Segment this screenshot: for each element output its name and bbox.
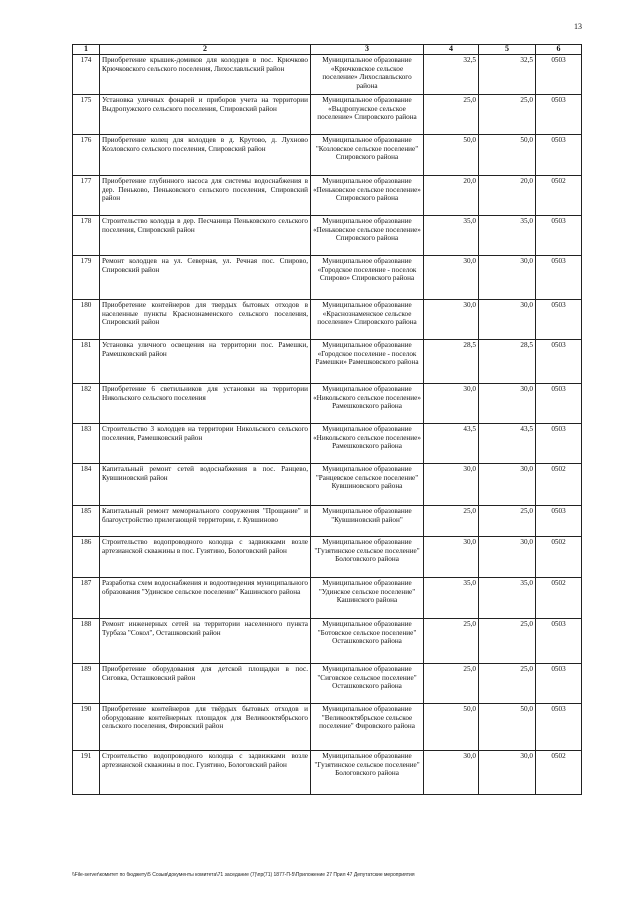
row-amount-col5: 25,0: [479, 95, 536, 135]
row-amount-col5: 25,0: [479, 506, 536, 537]
row-amount-col4: 30,0: [424, 384, 479, 424]
row-number: 174: [73, 55, 100, 95]
table-row: [73, 55, 582, 95]
row-amount-col5: 30,0: [479, 751, 536, 795]
row-description: Приобретение контейнеров для твердых бытовых отходов в населенные пункты Краснознаменского сельского поселения, Спировский район: [100, 300, 311, 340]
table-row: [73, 464, 582, 506]
row-number: 183: [73, 424, 100, 464]
row-amount-col4: 30,0: [424, 537, 479, 578]
row-amount-col4: 25,0: [424, 619, 479, 664]
budget-table: [72, 44, 582, 795]
row-number: 187: [73, 578, 100, 619]
table-row: [73, 216, 582, 256]
row-budget-code: 0503: [536, 619, 582, 664]
row-organization: Муниципальное образование "Козловское сельское поселение" Спировского района: [311, 135, 424, 176]
row-description: Строительство водопроводного колодца с задвижками возле артезианской скважины в пос. Гузятино, Бологовский район: [100, 537, 311, 578]
row-budget-code: 0503: [536, 55, 582, 95]
row-amount-col5: 35,0: [479, 216, 536, 256]
row-budget-code: 0503: [536, 424, 582, 464]
row-organization: Муниципальное образование «Пеньковское сельское поселение» Спировского района: [311, 176, 424, 216]
row-description: Приобретение колец для колодцев в д. Крутово, д. Лухново Козловского сельского поселения, Спировский район: [100, 135, 311, 176]
row-budget-code: 0503: [536, 340, 582, 384]
row-organization: Муниципальное образование «Городское поселение - поселок Рамешки» Рамешковского района: [311, 340, 424, 384]
row-amount-col5: 20,0: [479, 176, 536, 216]
row-budget-code: 0502: [536, 537, 582, 578]
row-amount-col5: 32,5: [479, 55, 536, 95]
table-row: [73, 704, 582, 751]
table-row: [73, 537, 582, 578]
row-organization: Муниципальное образование «Краснознаменское сельское поселение» Спировского района: [311, 300, 424, 340]
row-organization: Муниципальное образование "Гузятинское сельское поселение" Бологовского района: [311, 751, 424, 795]
table-row: [73, 619, 582, 664]
table-row: [73, 384, 582, 424]
row-amount-col4: 25,0: [424, 95, 479, 135]
table-row: [73, 340, 582, 384]
row-budget-code: 0502: [536, 578, 582, 619]
row-number: 177: [73, 176, 100, 216]
row-description: Приобретение глубинного насоса для системы водоснабжения в дер. Пеньково, Пеньковского сельского поселения, Спировский район: [100, 176, 311, 216]
row-organization: Муниципальное образование «Никольского сельское поселение» Рамешковского района: [311, 424, 424, 464]
row-organization: Муниципальное образование «Пеньковское сельское поселение» Спировского района: [311, 216, 424, 256]
row-budget-code: 0503: [536, 256, 582, 300]
row-organization: Муниципальное образование «Выдропужское сельское поселение» Спировского района: [311, 95, 424, 135]
row-organization: Муниципальное образование "Сиговское сельское поселение" Осташковского района: [311, 664, 424, 704]
row-organization: Муниципальное образование "Великооктябрьское сельское поселение" Фировского района: [311, 704, 424, 751]
row-amount-col4: 20,0: [424, 176, 479, 216]
row-description: Установка уличного освещения на территории пос. Рамешки, Рамешковский район: [100, 340, 311, 384]
row-organization: Муниципальное образование "Удинское сельское поселение" Кашинского района: [311, 578, 424, 619]
row-amount-col4: 30,0: [424, 256, 479, 300]
row-number: 179: [73, 256, 100, 300]
table-row: [73, 424, 582, 464]
row-budget-code: 0503: [536, 300, 582, 340]
row-description: Приобретение оборудования для детской площадки в пос. Сиговка, Осташковский район: [100, 664, 311, 704]
row-description: Ремонт колодцев на ул. Северная, ул. Речная пос. Спирово, Спировский район: [100, 256, 311, 300]
row-description: Строительство колодца в дер. Песчаница Пеньковского сельского поселения, Спировский район: [100, 216, 311, 256]
table-row: [73, 300, 582, 340]
row-amount-col4: 43,5: [424, 424, 479, 464]
page-number: 13: [574, 22, 582, 31]
table-header-row: [73, 45, 582, 55]
column-header: 1: [73, 45, 100, 55]
row-amount-col4: 50,0: [424, 135, 479, 176]
row-number: 188: [73, 619, 100, 664]
row-budget-code: 0503: [536, 506, 582, 537]
table-body: [73, 55, 582, 795]
row-description: Приобретение контейнеров для твёрдых бытовых отходов и оборудование контейнерных площадок для Великооктябрьского сельского поселения, Фировский район: [100, 704, 311, 751]
row-amount-col4: 35,0: [424, 216, 479, 256]
row-amount-col4: 30,0: [424, 751, 479, 795]
row-number: 176: [73, 135, 100, 176]
row-number: 184: [73, 464, 100, 506]
row-description: Строительство водопроводного колодца с задвижками возле артезианской скважины в пос. Гузятино, Бологовский район: [100, 751, 311, 795]
row-amount-col5: 50,0: [479, 135, 536, 176]
table-row: [73, 95, 582, 135]
row-amount-col4: 30,0: [424, 300, 479, 340]
row-amount-col4: 25,0: [424, 506, 479, 537]
row-amount-col5: 30,0: [479, 537, 536, 578]
row-description: Установка уличных фонарей и приборов учета на территории Выдропужского сельского поселения, Спировский район: [100, 95, 311, 135]
row-amount-col5: 30,0: [479, 464, 536, 506]
row-budget-code: 0502: [536, 464, 582, 506]
table-row: [73, 664, 582, 704]
row-description: Разработка схем водоснабжения и водоотведения муниципального образования "Удинское сельское поселение" Кашинского района: [100, 578, 311, 619]
row-amount-col5: 30,0: [479, 300, 536, 340]
row-amount-col5: 25,0: [479, 619, 536, 664]
row-number: 180: [73, 300, 100, 340]
row-organization: Муниципальное образование "Гузятинское сельское поселение" Бологовского района: [311, 537, 424, 578]
row-amount-col5: 25,0: [479, 664, 536, 704]
row-description: Капитальный ремонт сетей водоснабжения в пос. Ранцево, Кувшиновский район: [100, 464, 311, 506]
row-number: 186: [73, 537, 100, 578]
row-amount-col4: 25,0: [424, 664, 479, 704]
row-budget-code: 0503: [536, 95, 582, 135]
row-amount-col5: 28,5: [479, 340, 536, 384]
row-description: Приобретение крышек-домиков для колодцев в пос. Крючково Крючковского сельского поселения, Лихославльский район: [100, 55, 311, 95]
row-number: 175: [73, 95, 100, 135]
table-row: [73, 506, 582, 537]
row-budget-code: 0503: [536, 216, 582, 256]
row-amount-col5: 50,0: [479, 704, 536, 751]
column-header: 5: [479, 45, 536, 55]
row-budget-code: 0503: [536, 704, 582, 751]
row-organization: Муниципальное образование "Кувшиновский район": [311, 506, 424, 537]
row-amount-col4: 30,0: [424, 464, 479, 506]
table-row: [73, 176, 582, 216]
row-amount-col5: 43,5: [479, 424, 536, 464]
row-budget-code: 0503: [536, 664, 582, 704]
table-row: [73, 578, 582, 619]
row-amount-col4: 32,5: [424, 55, 479, 95]
row-organization: Муниципальное образование «Городское поселение - поселок Спирово» Спировского района: [311, 256, 424, 300]
file-path-footer: \\File-server\комитет по бюджету\5 Созыв\документы комитета\71 заседание (7)\пр(71) 1877-П-5\Приложение 27 Прил 47 Депутатские мероприятия: [72, 872, 415, 878]
row-budget-code: 0502: [536, 751, 582, 795]
row-organization: Муниципальное образование "Ранцевское сельское поселение" Кувшиновского района: [311, 464, 424, 506]
row-amount-col5: 35,0: [479, 578, 536, 619]
row-organization: Муниципальное образование "Ботовское сельское поселение" Осташковского района: [311, 619, 424, 664]
table-row: [73, 256, 582, 300]
row-amount-col4: 50,0: [424, 704, 479, 751]
row-amount-col4: 35,0: [424, 578, 479, 619]
column-header: 2: [100, 45, 311, 55]
row-number: 181: [73, 340, 100, 384]
table-row: [73, 135, 582, 176]
row-description: Строительство 3 колодцев на территории Никольского сельского поселения, Рамешковский район: [100, 424, 311, 464]
row-number: 190: [73, 704, 100, 751]
column-header: 4: [424, 45, 479, 55]
row-budget-code: 0503: [536, 135, 582, 176]
row-number: 178: [73, 216, 100, 256]
row-description: Капитальный ремонт мемориального сооружения "Прощание" и благоустройство прилегающей территории, г. Кувшиново: [100, 506, 311, 537]
row-number: 189: [73, 664, 100, 704]
row-description: Приобретение 6 светильников для установки на территории Никольского сельского поселения: [100, 384, 311, 424]
table-row: [73, 751, 582, 795]
column-header: 3: [311, 45, 424, 55]
row-number: 191: [73, 751, 100, 795]
row-number: 182: [73, 384, 100, 424]
row-budget-code: 0502: [536, 176, 582, 216]
row-description: Ремонт инженерных сетей на территории населенного пункта Турбаза "Сокол", Осташковский район: [100, 619, 311, 664]
row-organization: Муниципальное образование «Крючковское сельское поселение» Лихославльского района: [311, 55, 424, 95]
row-organization: Муниципальное образование «Никольского сельское поселение» Рамешковского района: [311, 384, 424, 424]
row-number: 185: [73, 506, 100, 537]
row-amount-col5: 30,0: [479, 384, 536, 424]
row-amount-col5: 30,0: [479, 256, 536, 300]
column-header: 6: [536, 45, 582, 55]
row-amount-col4: 28,5: [424, 340, 479, 384]
row-budget-code: 0503: [536, 384, 582, 424]
